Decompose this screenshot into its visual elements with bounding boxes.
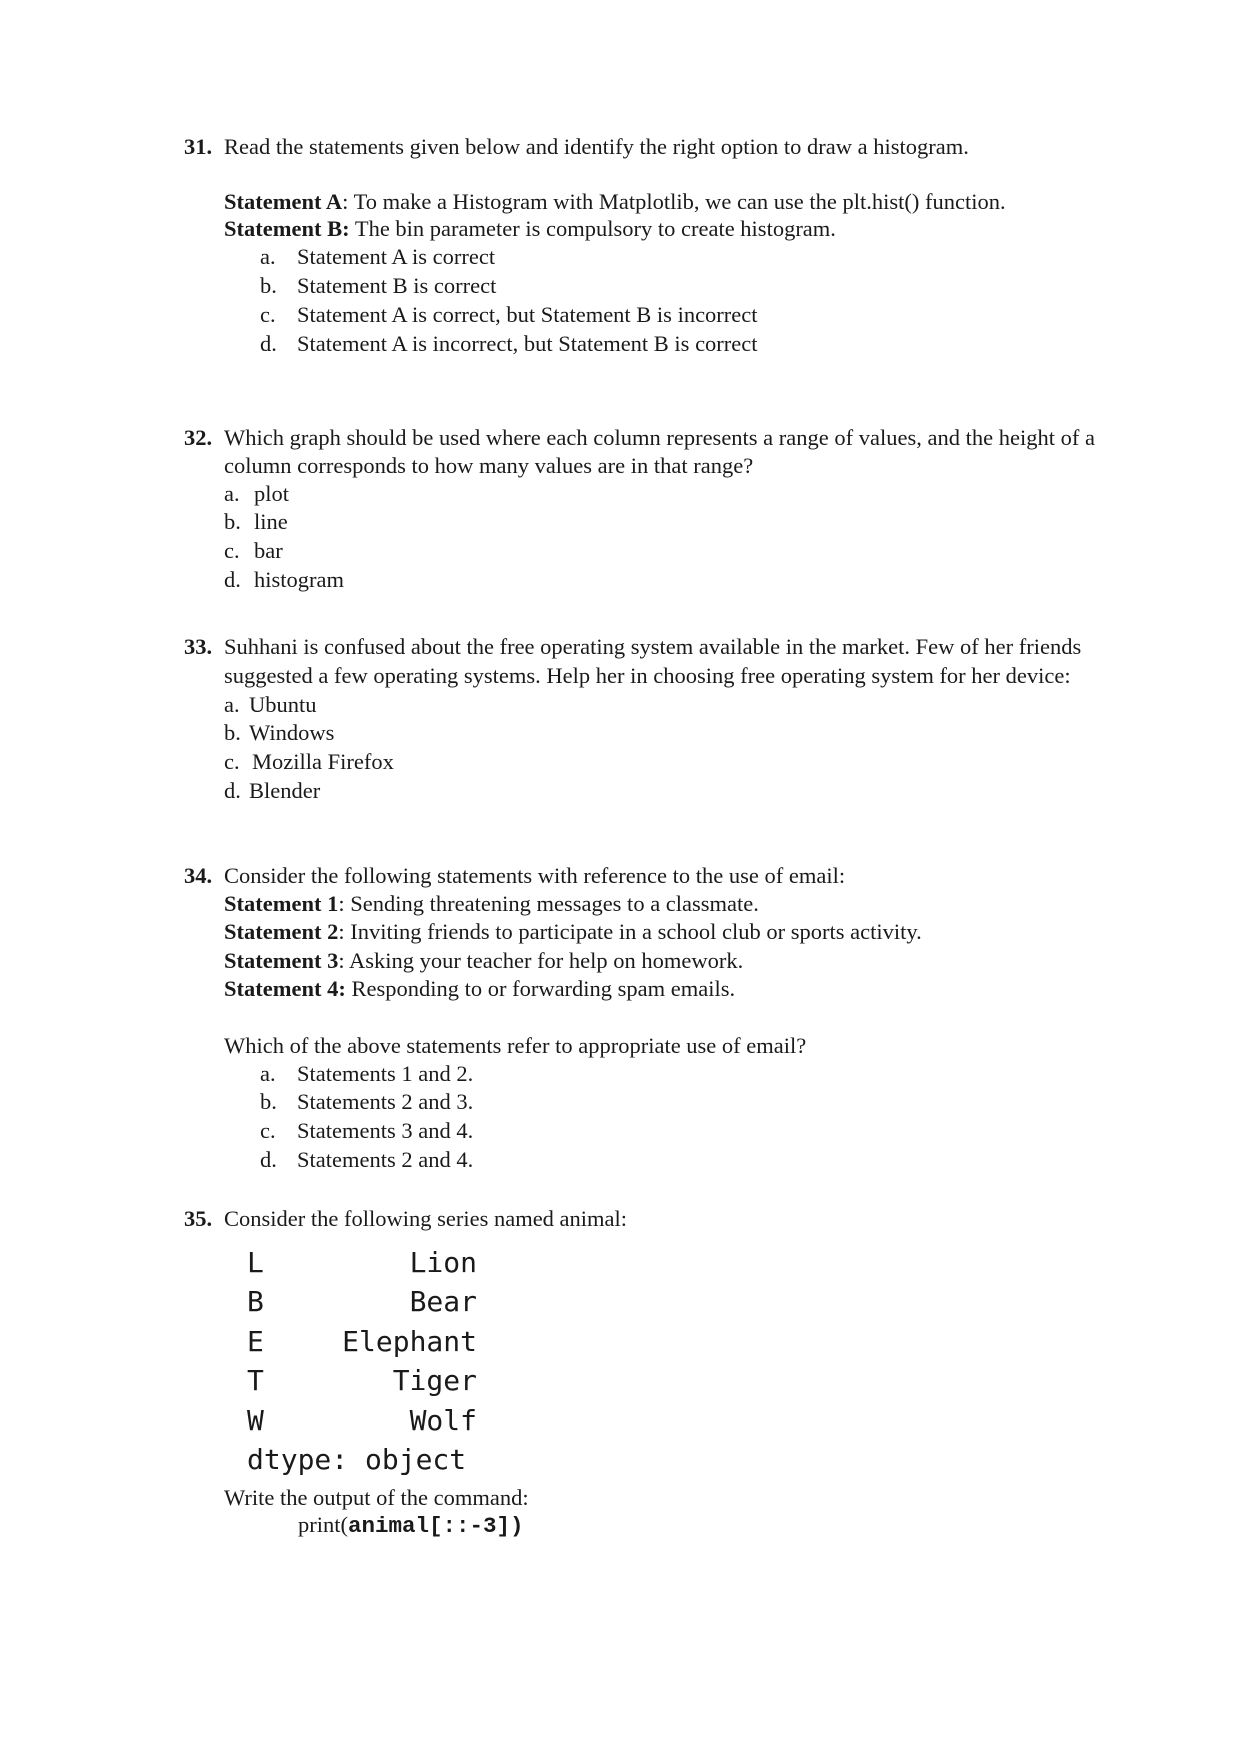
command-line bbox=[184, 1511, 1144, 1541]
statement-list bbox=[184, 890, 1144, 1004]
question-prompt: Which of the above statements refer to appropriate use of email? bbox=[224, 1032, 807, 1058]
option-b: b. line bbox=[224, 509, 288, 535]
statement: Statement 2: Inviting friends to participate in a school club or sports activity. bbox=[224, 919, 922, 944]
series-row: W Wolf bbox=[247, 1403, 477, 1437]
statement: Statement A: To make a Histogram with Matplotlib, we can use the plt.hist() function. bbox=[224, 188, 1006, 214]
command-code: animal[::-3]) bbox=[348, 1513, 524, 1539]
question-text: Which graph should be used where each column represents a range of values, and the height of a column corresponds to how many values are in that range? bbox=[224, 425, 1095, 478]
option-a: a. Statement A is correct bbox=[260, 244, 496, 270]
statement: Statement 4: Responding to or forwarding spam emails. bbox=[224, 976, 736, 1001]
question-text: Consider the following series named animal: bbox=[224, 1206, 628, 1231]
question-number: 35. bbox=[184, 1206, 213, 1231]
option-d: d. histogram bbox=[224, 567, 344, 593]
series-row: E Elephant bbox=[247, 1324, 477, 1358]
question-35 bbox=[184, 1205, 1144, 1541]
command-prefix: print( bbox=[298, 1512, 348, 1537]
option-c: c. bar bbox=[224, 538, 283, 564]
question-number: 34. bbox=[184, 863, 213, 888]
option-list bbox=[260, 1059, 1144, 1174]
statement: Statement B: The bin parameter is compulsory to create histogram. bbox=[224, 216, 836, 241]
question-32 bbox=[184, 424, 1144, 594]
option-a: a. plot bbox=[224, 480, 290, 506]
statement: Statement 1: Sending threatening messages to a classmate. bbox=[224, 890, 759, 916]
option-a: a. Statements 1 and 2. bbox=[260, 1060, 474, 1086]
option-b: b. Statements 2 and 3. bbox=[260, 1089, 474, 1115]
option-b: b. Windows bbox=[224, 720, 335, 746]
series-row: T Tiger bbox=[247, 1364, 477, 1397]
question-text: Read the statements given below and identify the right option to draw a histogram. bbox=[224, 134, 969, 159]
option-d: d. Statements 2 and 4. bbox=[260, 1147, 474, 1173]
question-31 bbox=[184, 133, 1144, 358]
question-number: 32. bbox=[184, 425, 213, 450]
question-33 bbox=[184, 633, 1144, 805]
series-row: L Lion bbox=[247, 1245, 477, 1279]
option-d: d. Statement A is incorrect, but Statement B is correct bbox=[260, 330, 758, 356]
question-text: Consider the following statements with reference to the use of email: bbox=[224, 863, 846, 888]
option-list bbox=[224, 479, 1144, 594]
option-a: a. Ubuntu bbox=[224, 691, 317, 717]
question-text: Suhhani is confused about the free operating system available in the market. Few of her friends suggested a few operating systems. Help her in choosing free operating system for her device: bbox=[224, 634, 1082, 688]
option-c: c. Mozilla Firefox bbox=[224, 749, 394, 775]
option-d: d. Blender bbox=[224, 778, 321, 804]
option-c: c. Statement A is correct, but Statement B is incorrect bbox=[260, 301, 758, 327]
question-number: 33. bbox=[184, 634, 213, 659]
statement-list bbox=[184, 188, 1144, 243]
option-b: b. Statement B is correct bbox=[260, 272, 497, 298]
option-c: c. Statements 3 and 4. bbox=[260, 1118, 474, 1144]
series-dtype: dtype: object bbox=[247, 1443, 467, 1476]
question-prompt: Write the output of the command: bbox=[224, 1484, 529, 1510]
series-output bbox=[247, 1243, 1144, 1480]
statement: Statement 3: Asking your teacher for help on homework. bbox=[224, 947, 744, 973]
option-list bbox=[224, 690, 1144, 805]
option-list bbox=[260, 243, 1144, 358]
question-number: 31. bbox=[184, 134, 213, 159]
question-34 bbox=[184, 862, 1144, 1174]
series-row: B Bear bbox=[247, 1285, 477, 1318]
